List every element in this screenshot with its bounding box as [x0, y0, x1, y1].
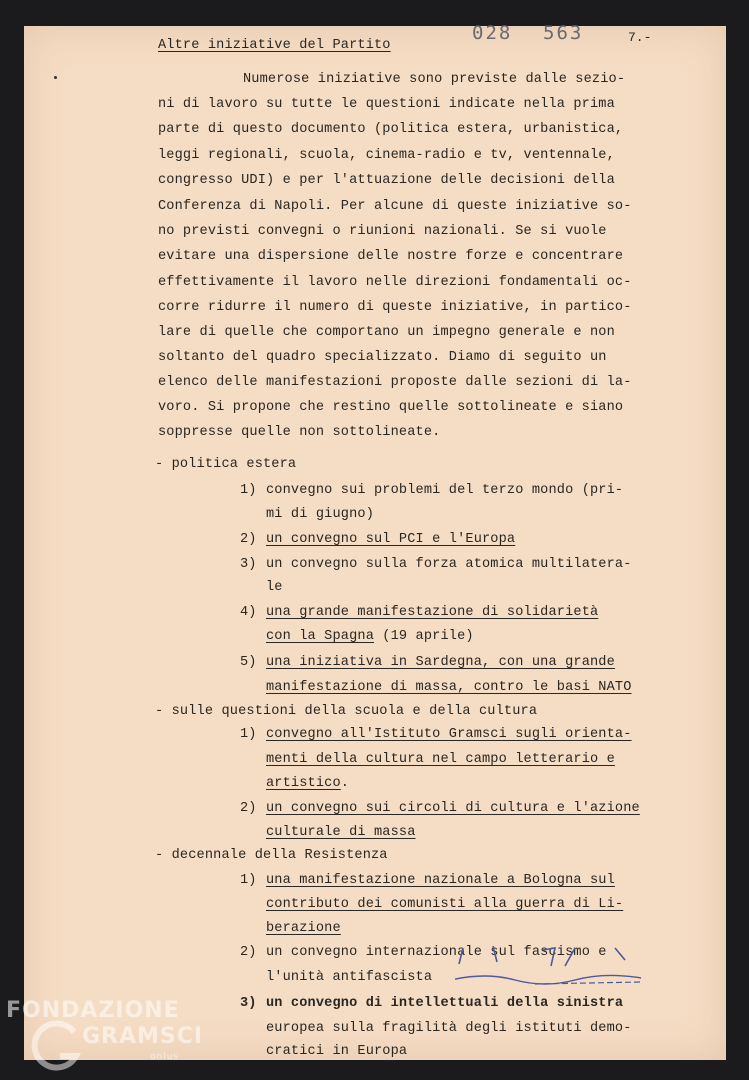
item-text-bold: un convegno di intellettuali della sinistra — [266, 996, 624, 1011]
item-text: mi di giugno) — [266, 507, 374, 522]
watermark-onlus: onlus — [150, 1052, 180, 1062]
intro-line: elenco delle manifestazioni proposte dalle sezioni di la- — [158, 375, 632, 390]
item-text-underlined: manifestazione di massa, contro le basi NATO — [266, 680, 632, 695]
item-text: un convegno sulla forza atomica multilatera- — [266, 557, 632, 572]
intro-line: ni di lavoro su tutte le questioni indicate nella prima — [158, 97, 615, 112]
item-text-underlined: contributo dei comunisti alla guerra di Li- — [266, 897, 624, 912]
intro-line: evitare una dispersione delle nostre forze e concentrare — [158, 249, 624, 264]
item-text-underlined: una grande manifestazione di solidarietà — [266, 605, 599, 620]
item-text: l'unità antifascista — [266, 970, 433, 985]
item-text-underlined: una iniziativa in Sardegna, con una grande — [266, 655, 615, 670]
item-number: 3) — [240, 996, 257, 1011]
item-text-underlined: un convegno sui circoli di cultura e l'azione — [266, 801, 640, 816]
item-text-underlined: convegno all'Istituto Gramsci sugli orienta- — [266, 727, 632, 742]
page-number: 7.- — [628, 30, 652, 45]
watermark-logo-icon — [30, 1016, 84, 1076]
intro-line: corre ridurre il numero di queste iniziative, in partico- — [158, 300, 632, 315]
intro-line: voro. Si propone che restino quelle sottolineate e siano — [158, 400, 624, 415]
watermark-gramsci: GRAMSCI — [82, 1024, 204, 1049]
item-text: un convegno internazionale sul fascismo e — [266, 945, 607, 960]
intro-line: parte di questo documento (politica estera, urbanistica, — [158, 122, 624, 137]
item-text: (19 aprile) — [374, 629, 474, 644]
item-text-underlined: culturale di massa — [266, 825, 416, 840]
archive-stamp-left: 028 — [472, 22, 513, 44]
section-heading-politica: - politica estera — [155, 457, 297, 472]
item-text: le — [266, 580, 283, 595]
item-number: 1) — [240, 727, 257, 742]
item-number: 2) — [240, 532, 257, 547]
item-number: 2) — [240, 945, 257, 960]
item-number: 5) — [240, 655, 257, 670]
intro-line: leggi regionali, scuola, cinema-radio e tv, ventennale, — [158, 148, 615, 163]
intro-line: congresso UDI) e per l'attuazione delle decisioni della — [158, 173, 615, 188]
intro-line: soppresse quelle non sottolineate. — [158, 425, 441, 440]
item-number: 3) — [240, 557, 257, 572]
intro-line: lare di quelle che comportano un impegno generale e non — [158, 325, 615, 340]
intro-line: soltanto del quadro specializzato. Diamo di seguito un — [158, 350, 607, 365]
item-text-underlined: una manifestazione nazionale a Bologna sul — [266, 873, 615, 888]
item-number: 2) — [240, 801, 257, 816]
margin-mark — [54, 76, 57, 79]
item-text: . — [340, 776, 350, 791]
item-number: 1) — [240, 483, 257, 498]
item-number: 1) — [240, 873, 257, 888]
item-text: convegno sui problemi del terzo mondo (pri- — [266, 483, 624, 498]
item-text-row — [266, 776, 349, 792]
watermark-fondazione: FONDAZIONE — [6, 998, 180, 1023]
item-text-underlined: un convegno sul PCI e l'Europa — [266, 532, 516, 547]
archive-stamp-right: 563 — [543, 22, 584, 44]
pen-strikeout-marks — [455, 942, 645, 992]
item-text-underlined: artistico — [266, 776, 341, 791]
intro-line: Conferenza di Napoli. Per alcune di queste iniziative so- — [158, 199, 632, 214]
item-number: 4) — [240, 605, 257, 620]
item-text-underlined: berazione — [266, 921, 341, 936]
document-title: Altre iniziative del Partito — [158, 38, 391, 53]
section-heading-resistenza: - decennale della Resistenza — [155, 848, 388, 863]
item-text: europea sulla fragilità degli istituti demo- — [266, 1021, 632, 1036]
section-heading-scuola: - sulle questioni della scuola e della cultura — [155, 704, 538, 719]
item-text-underlined: menti della cultura nel campo letterario e — [266, 752, 615, 767]
intro-line: effettivamente il lavoro nelle direzioni fondamentali oc- — [158, 275, 632, 290]
intro-line: Numerose iniziative sono previste dalle sezio- — [243, 72, 626, 87]
item-text-underlined: con la Spagna — [266, 629, 374, 644]
item-text: cratici in Europa — [266, 1044, 408, 1059]
intro-line: no previsti convegni o riunioni nazionali. Se si vuole — [158, 224, 607, 239]
item-text-row — [266, 629, 474, 645]
